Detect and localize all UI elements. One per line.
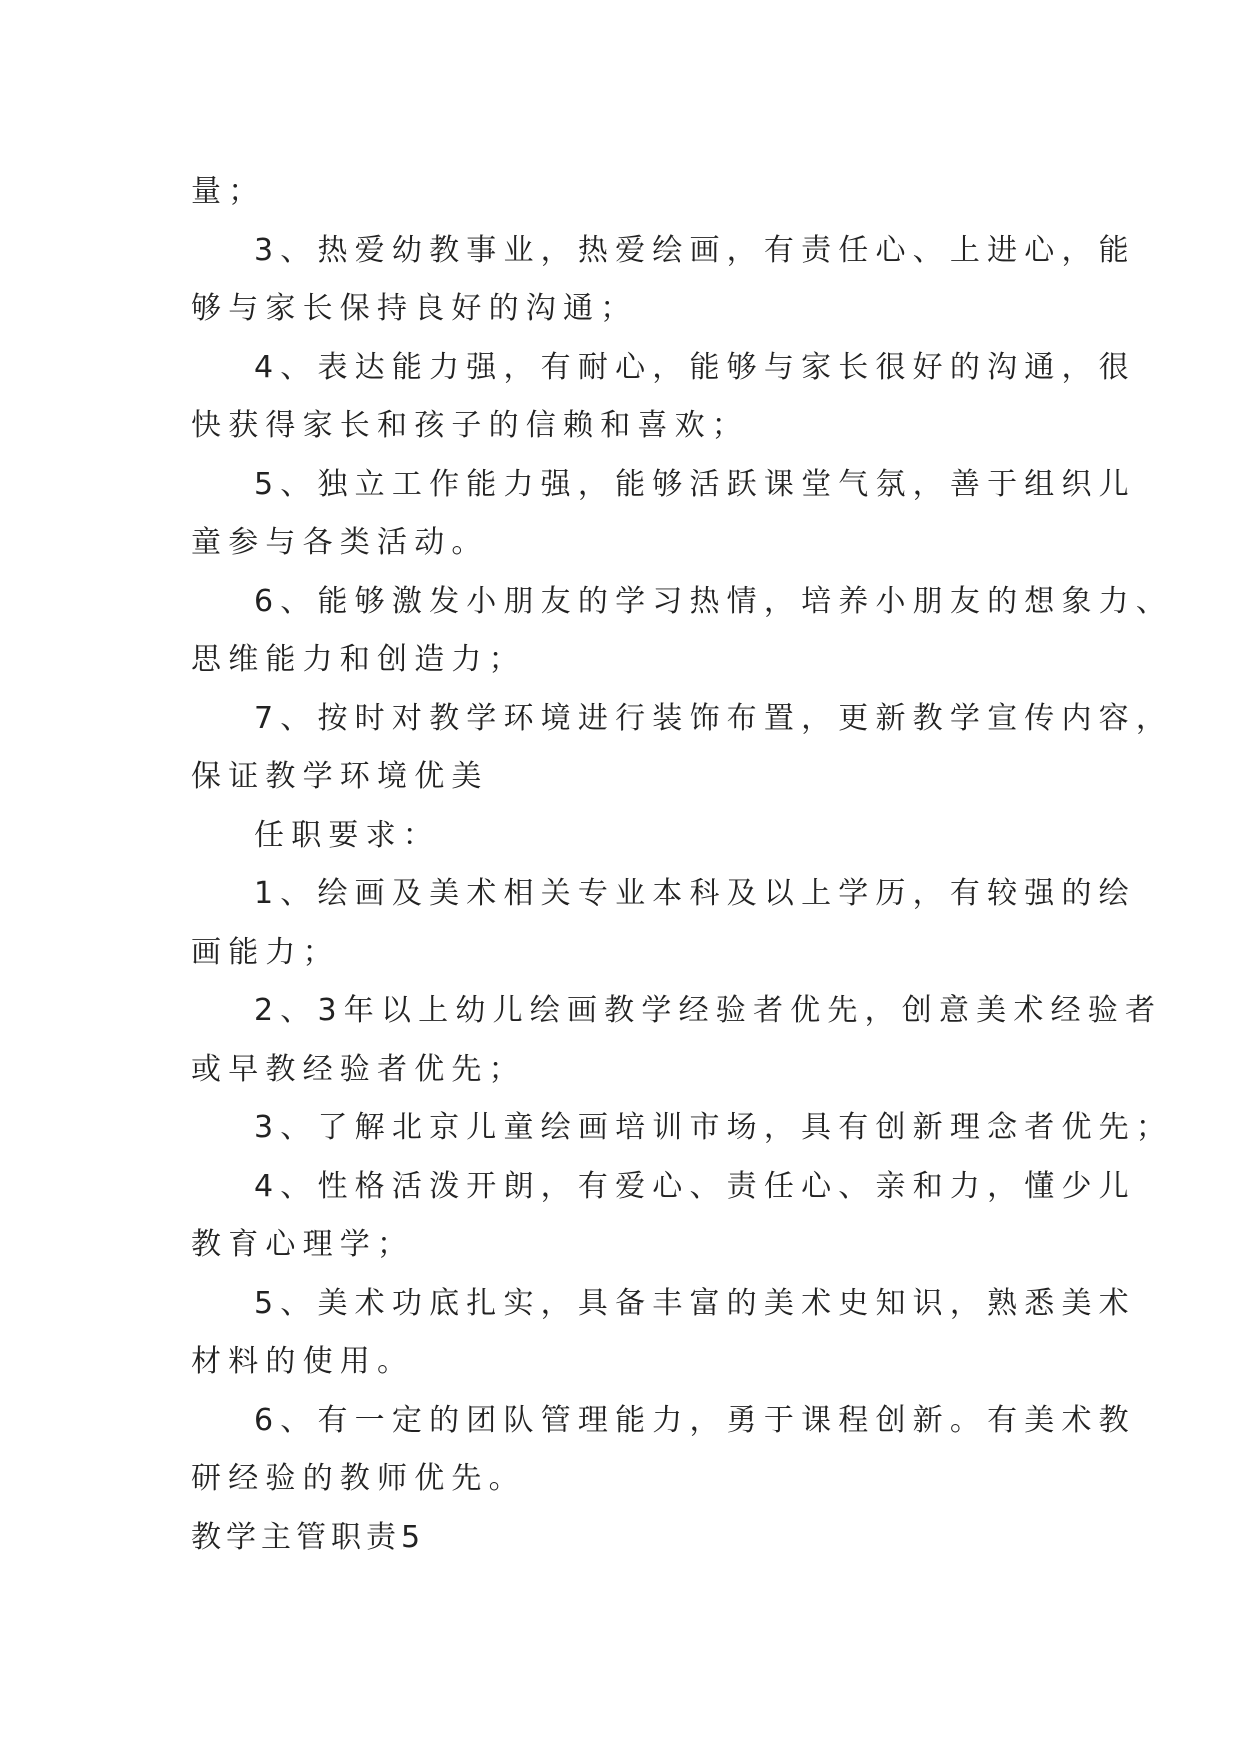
text-line-2: 3、热爱幼教事业，热爱绘画，有责任心、上进心，能: [254, 232, 1136, 268]
document-body: [191, 163, 1174, 1567]
text-line-21: 材料的使用。: [191, 1344, 415, 1379]
text-line-13: 1、绘画及美术相关专业本科及以上学历，有较强的绘: [254, 876, 1136, 911]
text-line-16: 或早教经验者优先；: [191, 1051, 526, 1087]
text-line-19: 教育心理学；: [191, 1227, 415, 1262]
text-line-15: 2、3年以上幼儿绘画教学经验者优先，创意美术经验者: [254, 993, 1163, 1028]
text-line-23: 研经验的教师优先。: [191, 1461, 526, 1496]
text-line-17: 3、了解北京儿童绘画培训市场，具有创新理念者优先；: [254, 1110, 1174, 1145]
text-line-8: 6、能够激发小朋友的学习热情，培养小朋友的想象力、: [254, 583, 1174, 619]
text-line-10: 7、按时对教学环境进行装饰布置，更新教学宣传内容，: [254, 700, 1174, 736]
text-line-11: 保证教学环境优美: [191, 759, 489, 794]
text-line-22: 6、有一定的团队管理能力，勇于课程创新。有美术教: [254, 1402, 1136, 1438]
text-line-5: 快获得家长和孩子的信赖和喜欢；: [191, 408, 749, 443]
text-line-3: 够与家长保持良好的沟通；: [191, 291, 638, 326]
text-line-9: 思维能力和创造力；: [191, 642, 526, 677]
text-line-4: 4、表达能力强，有耐心，能够与家长很好的沟通，很: [254, 349, 1136, 385]
text-line-7: 童参与各类活动。: [191, 525, 489, 560]
text-line-20: 5、美术功底扎实，具备丰富的美术史知识，熟悉美术: [254, 1285, 1136, 1321]
section-heading: 教学主管职责5: [191, 1519, 426, 1555]
text-line-14: 画能力；: [191, 934, 340, 970]
text-line-6: 5、独立工作能力强，能够活跃课堂气氛，善于组织儿: [254, 466, 1136, 502]
requirements-heading: 任职要求：: [254, 817, 440, 853]
text-line-18: 4、性格活泼开朗，有爱心、责任心、亲和力，懂少儿: [254, 1168, 1136, 1204]
text-line-1: 量；: [191, 174, 266, 209]
